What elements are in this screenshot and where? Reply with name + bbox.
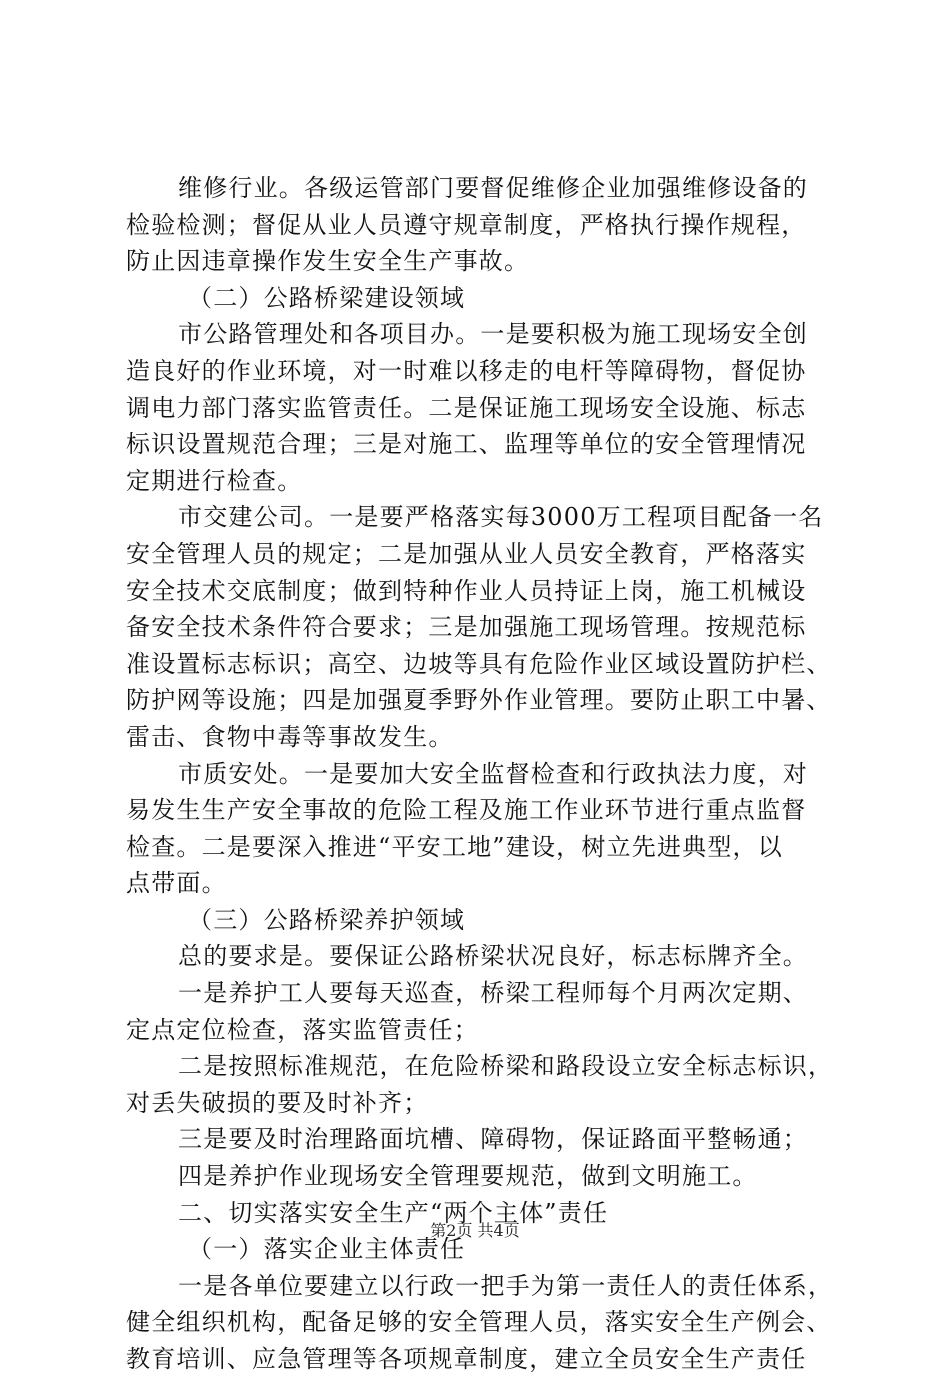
- page-footer: 第2页 共4页: [430, 1221, 520, 1240]
- body-line: 市公路管理处和各项目办。一是要积极为施工现场安全创: [178, 320, 808, 349]
- body-line: 总的要求是。要保证公路桥梁状况良好，标志标牌齐全。: [178, 942, 808, 971]
- body-line: 三是要及时治理路面坑槽、障碍物，保证路面平整畅通；: [178, 1125, 808, 1154]
- body-line: 造良好的作业环境，对一时难以移走的电杆等障碍物，督促协: [126, 356, 807, 385]
- body-line: 安全技术交底制度；做到特种作业人员持证上岗，施工机械设: [126, 576, 807, 605]
- body-line: 检验检测；督促从业人员遵守规章制度，严格执行操作规程，: [126, 210, 807, 239]
- body-line: 定点定位检查，落实监管责任；: [126, 1015, 479, 1044]
- body-line: 定期进行检查。: [126, 466, 303, 495]
- body-line: 防止因违章操作发生安全生产事故。: [126, 247, 530, 276]
- document-body: [126, 170, 846, 1378]
- body-line: 维修行业。各级运管部门要督促维修企业加强维修设备的: [178, 174, 808, 202]
- body-line: 调电力部门落实监管责任。二是保证施工现场安全设施、标志: [126, 393, 807, 422]
- body-line: 安全管理人员的规定；二是加强从业人员安全教育，严格落实: [126, 539, 807, 568]
- body-line: 一是各单位要建立以行政一把手为第一责任人的责任体系，: [178, 1271, 834, 1300]
- section-heading: （一）落实企业主体责任: [188, 1235, 466, 1264]
- body-line: 教育培训、应急管理等各项规章制度，建立全员安全生产责任: [126, 1345, 807, 1373]
- body-line: 备安全技术条件符合要求；三是加强施工现场管理。按规范标: [126, 613, 807, 642]
- body-line: 对丢失破损的要及时补齐；: [126, 1088, 429, 1117]
- body-line: 健全组织机构，配备足够的安全管理人员，落实安全生产例会、: [126, 1308, 832, 1337]
- body-line: 雷击、食物中毒等事故发生。: [126, 722, 454, 751]
- body-line: 市交建公司。一是要严格落实每3000万工程项目配备一名: [178, 503, 824, 532]
- body-line: 准设置标志标识；高空、边坡等具有危险作业区域设置防护栏、: [126, 649, 832, 678]
- body-line: 二是按照标准规范，在危险桥梁和路段设立安全标志标识，: [178, 1052, 834, 1081]
- section-heading: 二、切实落实安全生产“两个主体”责任: [178, 1198, 609, 1227]
- body-line: 点带面。: [126, 869, 227, 898]
- body-line: 一是养护工人要每天巡查，桥梁工程师每个月两次定期、: [178, 979, 808, 1008]
- body-line: 防护网等设施；四是加强夏季野外作业管理。要防止职工中暑、: [126, 686, 832, 715]
- body-line: 易发生生产安全事故的危险工程及施工作业环节进行重点监督: [126, 796, 807, 825]
- body-line: 标识设置规范合理；三是对施工、监理等单位的安全管理情况: [126, 430, 807, 459]
- body-line: 检查。二是要深入推进“平安工地”建设，树立先进典型，以: [126, 832, 783, 861]
- section-heading: （三）公路桥梁养护领域: [188, 905, 466, 934]
- body-line: 市质安处。一是要加大安全监督检查和行政执法力度，对: [178, 759, 808, 788]
- section-heading: （二）公路桥梁建设领域: [188, 283, 466, 312]
- body-line: 四是养护作业现场安全管理要规范，做到文明施工。: [178, 1162, 758, 1191]
